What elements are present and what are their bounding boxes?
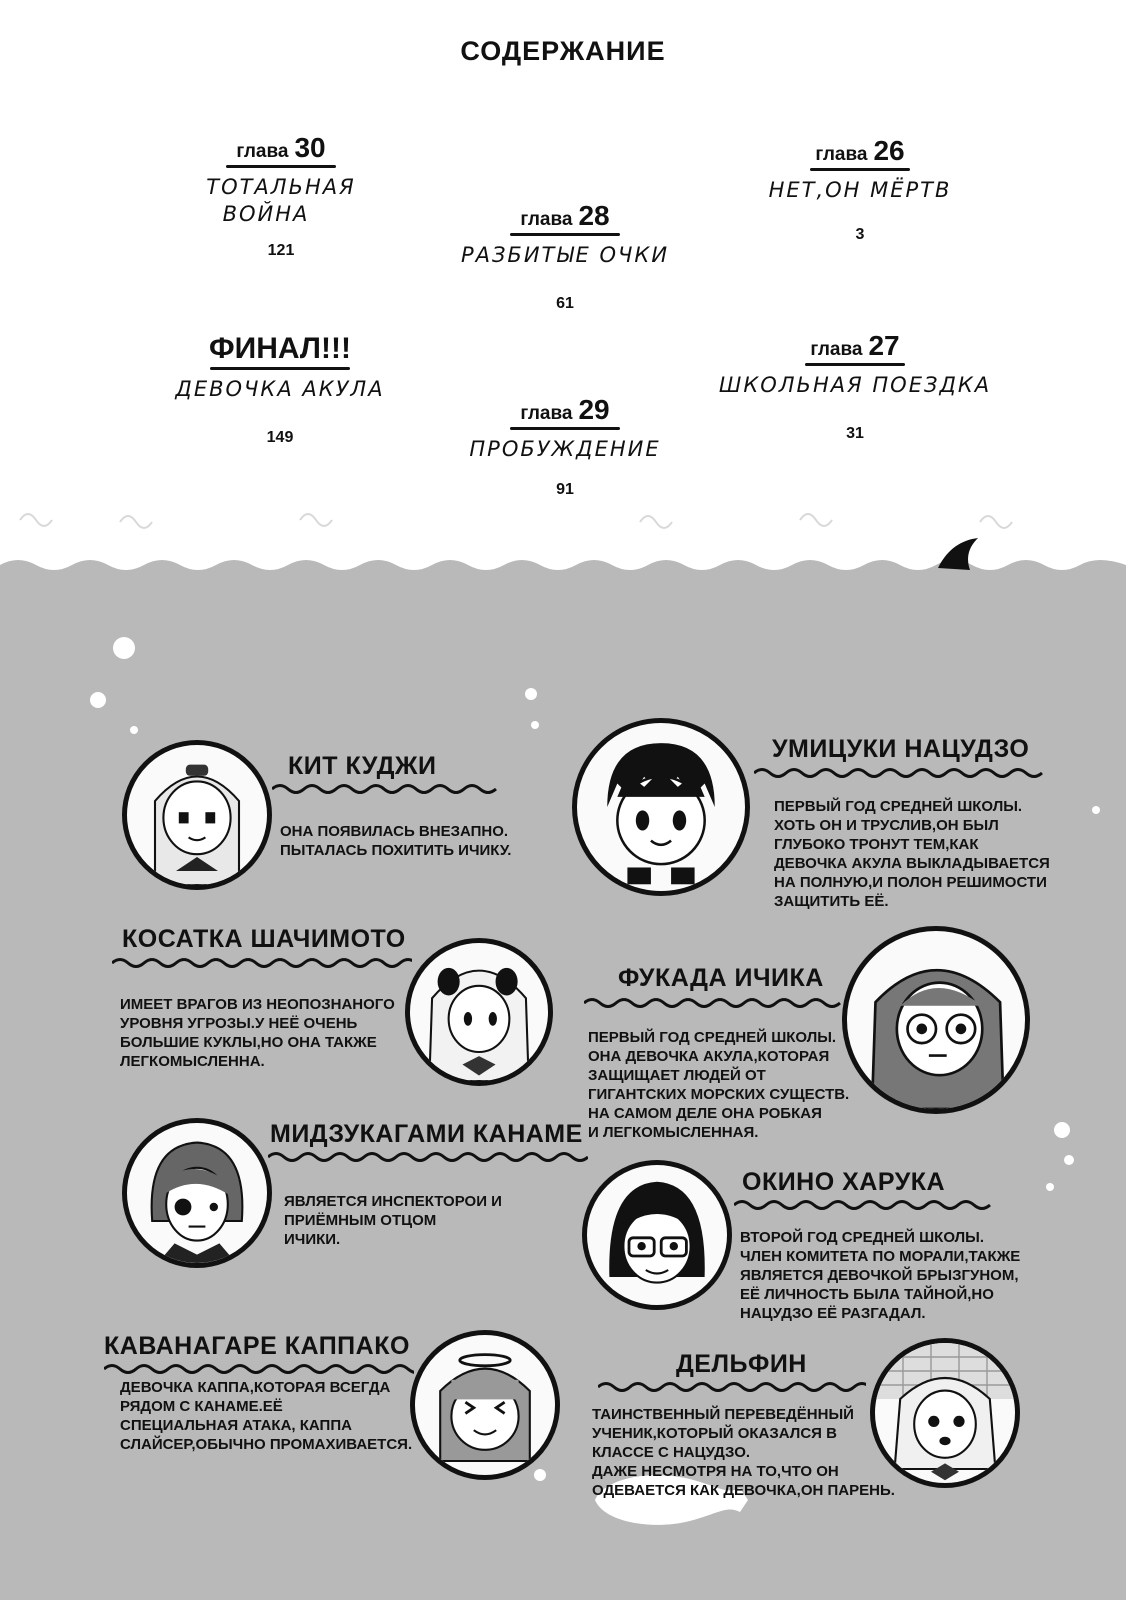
page-number: 61 [556,295,574,312]
character-description: ТАИНСТВЕННЫЙ ПЕРЕВЕДЁННЫЙ УЧЕНИК,КОТОРЫЙ ОКАЗАЛСЯ В КЛАССЕ С НАЦУДЗО. ДАЖЕ НЕСМОТРЯ НА ТО,ЧТО ОН ОДЕВАЕТСЯ КАК ДЕВОЧКА,ОН ПАРЕНЬ. [592,1406,895,1499]
character-name: УМИЦУКИ НАЦУДЗО [772,735,1030,763]
character-name: КОСАТКА ШАЧИМОТО [122,925,406,953]
final-heading: ФИНАЛ!!! [209,332,351,365]
wave-underline [104,1362,414,1376]
chapter-heading: глава 29 [520,394,610,425]
wave-underline [272,782,502,796]
character-name: ОКИНО ХАРУКА [742,1168,946,1196]
girl-portrait-icon [127,745,267,885]
underline [510,233,620,236]
toc-entry-ch26[interactable] [755,135,965,244]
wave-underline [268,1150,588,1164]
character-description: ВТОРОЙ ГОД СРЕДНЕЙ ШКОЛЫ. ЧЛЕН КОМИТЕТА ПО МОРАЛИ,ТАКЖЕ ЯВЛЯЕТСЯ ДЕВОЧКОЙ БРЫЗГУНОМ, ЕЁ ЛИЧНОСТЬ БЫЛА ТАЙНОЙ,НО НАЦУДЗО ЕЁ РАЗГАДАЛ. [740,1229,1021,1322]
wave-underline [584,996,844,1010]
wave-underline [734,1198,994,1212]
portrait-kosatka [405,938,553,1086]
chapter-title: НЕТ,ОН МЁРТВ [768,178,952,202]
portrait-kit [122,740,272,890]
chapter-heading: глава 27 [810,330,900,361]
toc-entry-ch28[interactable] [455,200,675,313]
boy-portrait-icon [577,723,745,891]
character-description: ДЕВОЧКА КАППА,КОТОРАЯ ВСЕГДА РЯДОМ С КАНАМЕ.ЕЁ СПЕЦИАЛЬНАЯ АТАКА, КАППА СЛАЙСЕР,ОБЫЧНО ПРОМАХИВАЕТСЯ. [120,1379,413,1453]
page-number: 31 [846,425,864,442]
underline [210,367,350,370]
page-number: 121 [267,242,295,259]
character-name: КАВАНАГАРЕ КАППАКО [104,1332,410,1360]
chapter-heading: глава 28 [520,200,610,231]
page-number: 3 [855,226,865,243]
chapter-heading: глава 26 [815,135,905,166]
chapter-title: ДЕВОЧКА АКУЛА [175,377,385,401]
character-name: ФУКАДА ИЧИКА [618,964,824,992]
chapter-title: ШКОЛЬНАЯ ПОЕЗДКА [718,373,992,397]
man-portrait-icon [127,1123,267,1263]
chapter-title: ТОТАЛЬНАЯ ВОЙНА [206,175,356,226]
character-description: ЯВЛЯЕТСЯ ИНСПЕКТОРОИ И ПРИЁМНЫМ ОТЦОМ ИЧИКИ. [284,1193,502,1248]
girl-glasses-portrait-icon [847,931,1025,1109]
chapter-title: ПРОБУЖДЕНИЕ [469,437,661,461]
page-title: СОДЕРЖАНИЕ [460,36,666,66]
underline [510,427,620,430]
character-description: ИМЕЕТ ВРАГОВ ИЗ НЕОПОЗНАНОГО УРОВНЯ УГРОЗЫ.У НЕЁ ОЧЕНЬ БОЛЬШИЕ КУКЛЫ,НО ОНА ТАКЖЕ ЛЕГКОМЫСЛЕННА. [120,996,395,1070]
girl-portrait-icon [415,1335,555,1475]
character-name: КИТ КУДЖИ [288,752,437,780]
page-number: 91 [556,481,574,498]
wave-underline [754,766,1044,780]
girl-portrait-icon [410,943,548,1081]
portrait-fukada [842,926,1030,1114]
underline [226,165,336,168]
wave-underline [112,956,412,970]
portrait-kavanagare [410,1330,560,1480]
girl-glasses-portrait-icon [587,1165,727,1305]
toc-entry-ch30[interactable] [196,132,366,260]
underline [805,363,905,366]
character-name: ДЕЛЬФИН [676,1350,807,1378]
portrait-okino [582,1160,732,1310]
toc-entry-ch27[interactable] [715,330,995,443]
character-description: ОНА ПОЯВИЛАСЬ ВНЕЗАПНО. ПЫТАЛАСЬ ПОХИТИТЬ ИЧИКУ. [280,823,512,859]
girl-portrait-icon [875,1343,1015,1483]
portrait-umitsuki [572,718,750,896]
toc-entry-ch29[interactable] [460,394,670,499]
character-description: ПЕРВЫЙ ГОД СРЕДНЕЙ ШКОЛЫ. ХОТЬ ОН И ТРУСЛИВ,ОН БЫЛ ГЛУБОКО ТРОНУТ ТЕМ,КАК ДЕВОЧКА АКУЛА ВЫКЛАДЫВАЕТСЯ НА ПОЛНУЮ,И ПОЛОН РЕШИМОСТИ ЗАЩИТИТЬ ЕЁ. [774,798,1050,910]
character-name: МИДЗУКАГАМИ КАНАМЕ [270,1120,583,1148]
portrait-midzukagami [122,1118,272,1268]
chapter-title: РАЗБИТЫЕ ОЧКИ [460,243,670,267]
toc-entry-final[interactable] [160,332,400,447]
wave-underline [598,1380,866,1394]
character-description: ПЕРВЫЙ ГОД СРЕДНЕЙ ШКОЛЫ. ОНА ДЕВОЧКА АКУЛА,КОТОРАЯ ЗАЩИЩАЕТ ЛЮДЕЙ ОТ ГИГАНТСКИХ МОРСКИХ СУЩЕСТВ. НА САМОМ ДЕЛЕ ОНА РОБКАЯ И ЛЕГКОМЫСЛЕННАЯ. [588,1029,850,1141]
page-number: 149 [266,429,294,446]
chapter-heading: глава 30 [236,132,326,163]
underline [810,168,910,171]
